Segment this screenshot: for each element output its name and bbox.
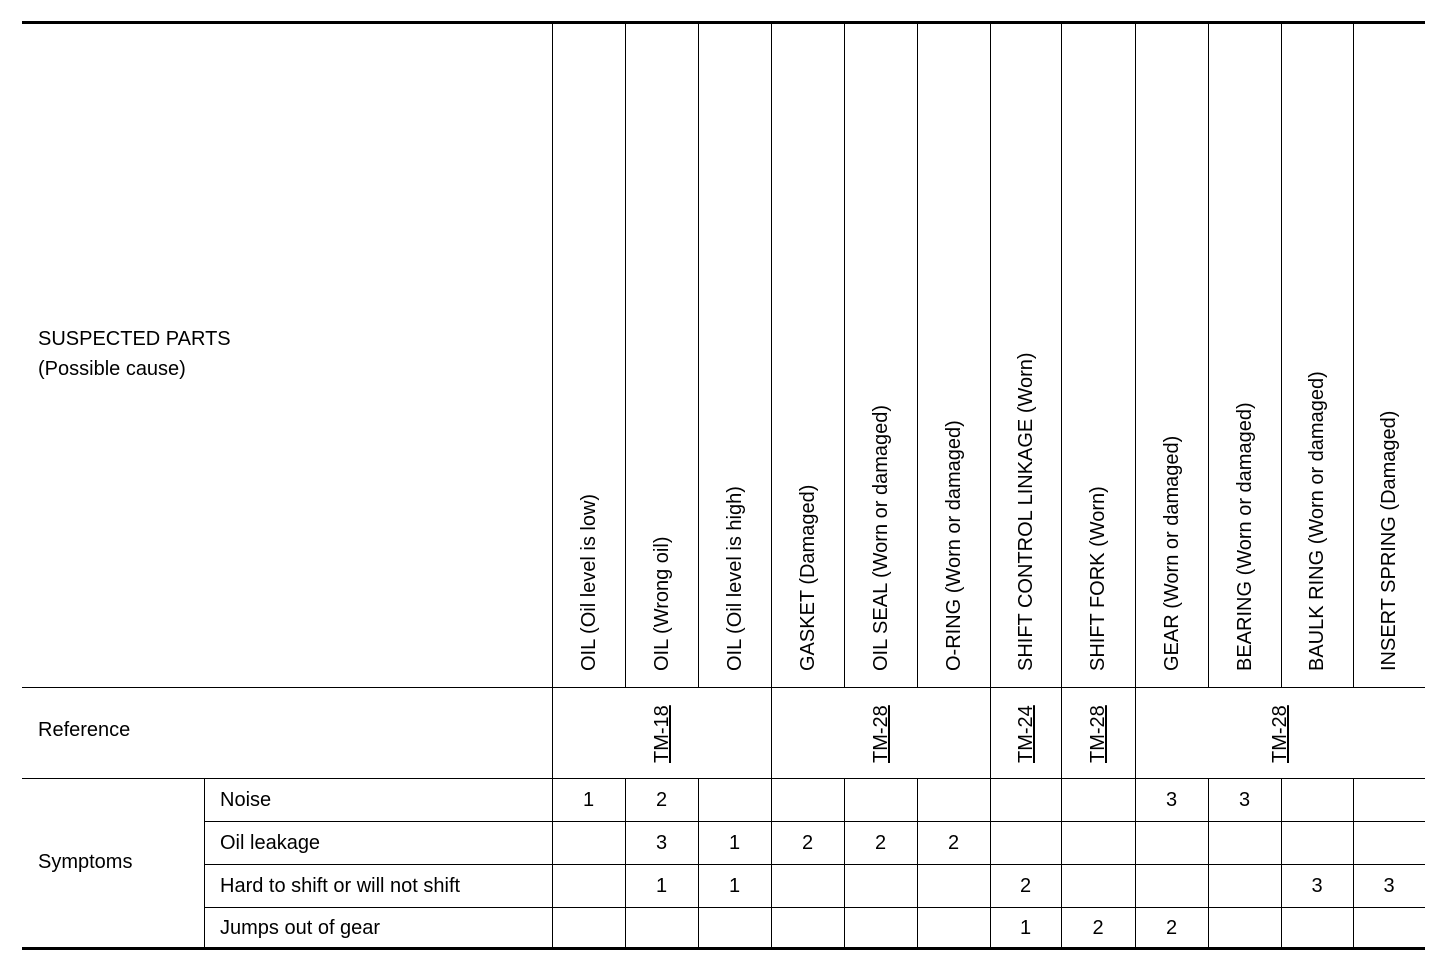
symptom-name: Hard to shift or will not shift bbox=[220, 874, 461, 897]
symptom-rank: 2 bbox=[947, 831, 960, 854]
table-top-border bbox=[22, 21, 1425, 24]
part-column-rule bbox=[844, 22, 845, 687]
symptom-name: Jumps out of gear bbox=[220, 916, 381, 939]
part-name: OIL (Oil level is low) bbox=[577, 493, 600, 671]
symptom-name: Oil leakage bbox=[220, 831, 321, 854]
symptom-column-rule bbox=[698, 778, 699, 948]
part-column-rule bbox=[771, 22, 772, 687]
part-column-rule bbox=[698, 22, 699, 687]
part-name: INSERT SPRING (Damaged) bbox=[1378, 410, 1400, 671]
symptom-rank: 2 bbox=[655, 788, 668, 811]
part-column-rule bbox=[1061, 22, 1062, 687]
symptoms-label-rule bbox=[204, 778, 205, 948]
reference-code: TM-18 bbox=[650, 705, 673, 763]
symptom-column-rule bbox=[771, 778, 772, 948]
part-column-rule bbox=[1281, 22, 1282, 687]
part-name: BAULK RING (Worn or damaged) bbox=[1306, 371, 1328, 671]
part-name: O-RING (Worn or damaged) bbox=[942, 420, 965, 671]
symptom-column-rule bbox=[844, 778, 845, 948]
reference-code: TM-24 bbox=[1014, 705, 1037, 763]
header-bottom-rule bbox=[22, 687, 1425, 688]
symptom-rank: 3 bbox=[1311, 874, 1323, 897]
reference-code: TM-28 bbox=[1087, 705, 1109, 763]
reference-code: TM-28 bbox=[869, 705, 892, 763]
symptom-column-rule bbox=[1353, 778, 1354, 948]
symptom-row-rule bbox=[204, 821, 1425, 822]
symptom-rank: 2 bbox=[801, 831, 814, 854]
header-subtitle: (Possible cause) bbox=[38, 358, 186, 380]
part-name: BEARING (Worn or damaged) bbox=[1233, 402, 1256, 671]
symptom-rank: 1 bbox=[582, 788, 595, 811]
part-name: OIL (Oil level is high) bbox=[723, 486, 746, 671]
part-column-rule bbox=[917, 22, 918, 687]
symptom-column-rule bbox=[1281, 778, 1282, 948]
symptom-column-rule bbox=[917, 778, 918, 948]
symptom-row-rule bbox=[204, 907, 1425, 908]
symptom-row-rule bbox=[204, 864, 1425, 865]
part-column-rule bbox=[1208, 22, 1209, 687]
symptom-rank: 1 bbox=[1019, 916, 1032, 939]
symptom-rank: 1 bbox=[728, 831, 741, 854]
reference-bottom-rule bbox=[22, 778, 1425, 779]
symptom-rank: 2 bbox=[1092, 916, 1104, 939]
part-name: SHIFT FORK (Worn) bbox=[1087, 486, 1109, 671]
header-title: SUSPECTED PARTS bbox=[38, 328, 231, 350]
symptom-rank: 2 bbox=[1019, 874, 1032, 897]
part-name: OIL (Wrong oil) bbox=[650, 536, 673, 671]
reference-group-rule bbox=[771, 687, 772, 778]
symptom-rank: 2 bbox=[1165, 916, 1178, 939]
suspected-parts-header bbox=[38, 324, 231, 384]
symptom-rank: 1 bbox=[728, 874, 741, 897]
part-column-rule bbox=[990, 22, 991, 687]
part-column-rule bbox=[1135, 22, 1136, 687]
reference-group-rule bbox=[1135, 687, 1136, 778]
symptoms-label: Symptoms bbox=[38, 851, 133, 873]
part-name: OIL SEAL (Worn or damaged) bbox=[869, 404, 892, 671]
part-name: GASKET (Damaged) bbox=[796, 484, 819, 671]
symptom-rank: 2 bbox=[874, 831, 887, 854]
part-name: GEAR (Worn or damaged) bbox=[1160, 435, 1183, 671]
part-column-rule bbox=[1353, 22, 1354, 687]
symptom-rank: 3 bbox=[1238, 788, 1251, 811]
part-column-rule bbox=[625, 22, 626, 687]
reference-label: Reference bbox=[38, 719, 131, 741]
reference-group-rule bbox=[990, 687, 991, 778]
symptom-rank: 3 bbox=[655, 831, 668, 854]
reference-group-rule bbox=[1061, 687, 1062, 778]
symptom-name: Noise bbox=[220, 788, 272, 811]
symptom-rank: 3 bbox=[1383, 874, 1395, 897]
table-bottom-border bbox=[22, 947, 1425, 950]
symptom-rank: 3 bbox=[1165, 788, 1178, 811]
symptom-rank: 1 bbox=[655, 874, 668, 897]
reference-code: TM-28 bbox=[1269, 705, 1291, 763]
part-name: SHIFT CONTROL LINKAGE (Worn) bbox=[1014, 352, 1037, 671]
